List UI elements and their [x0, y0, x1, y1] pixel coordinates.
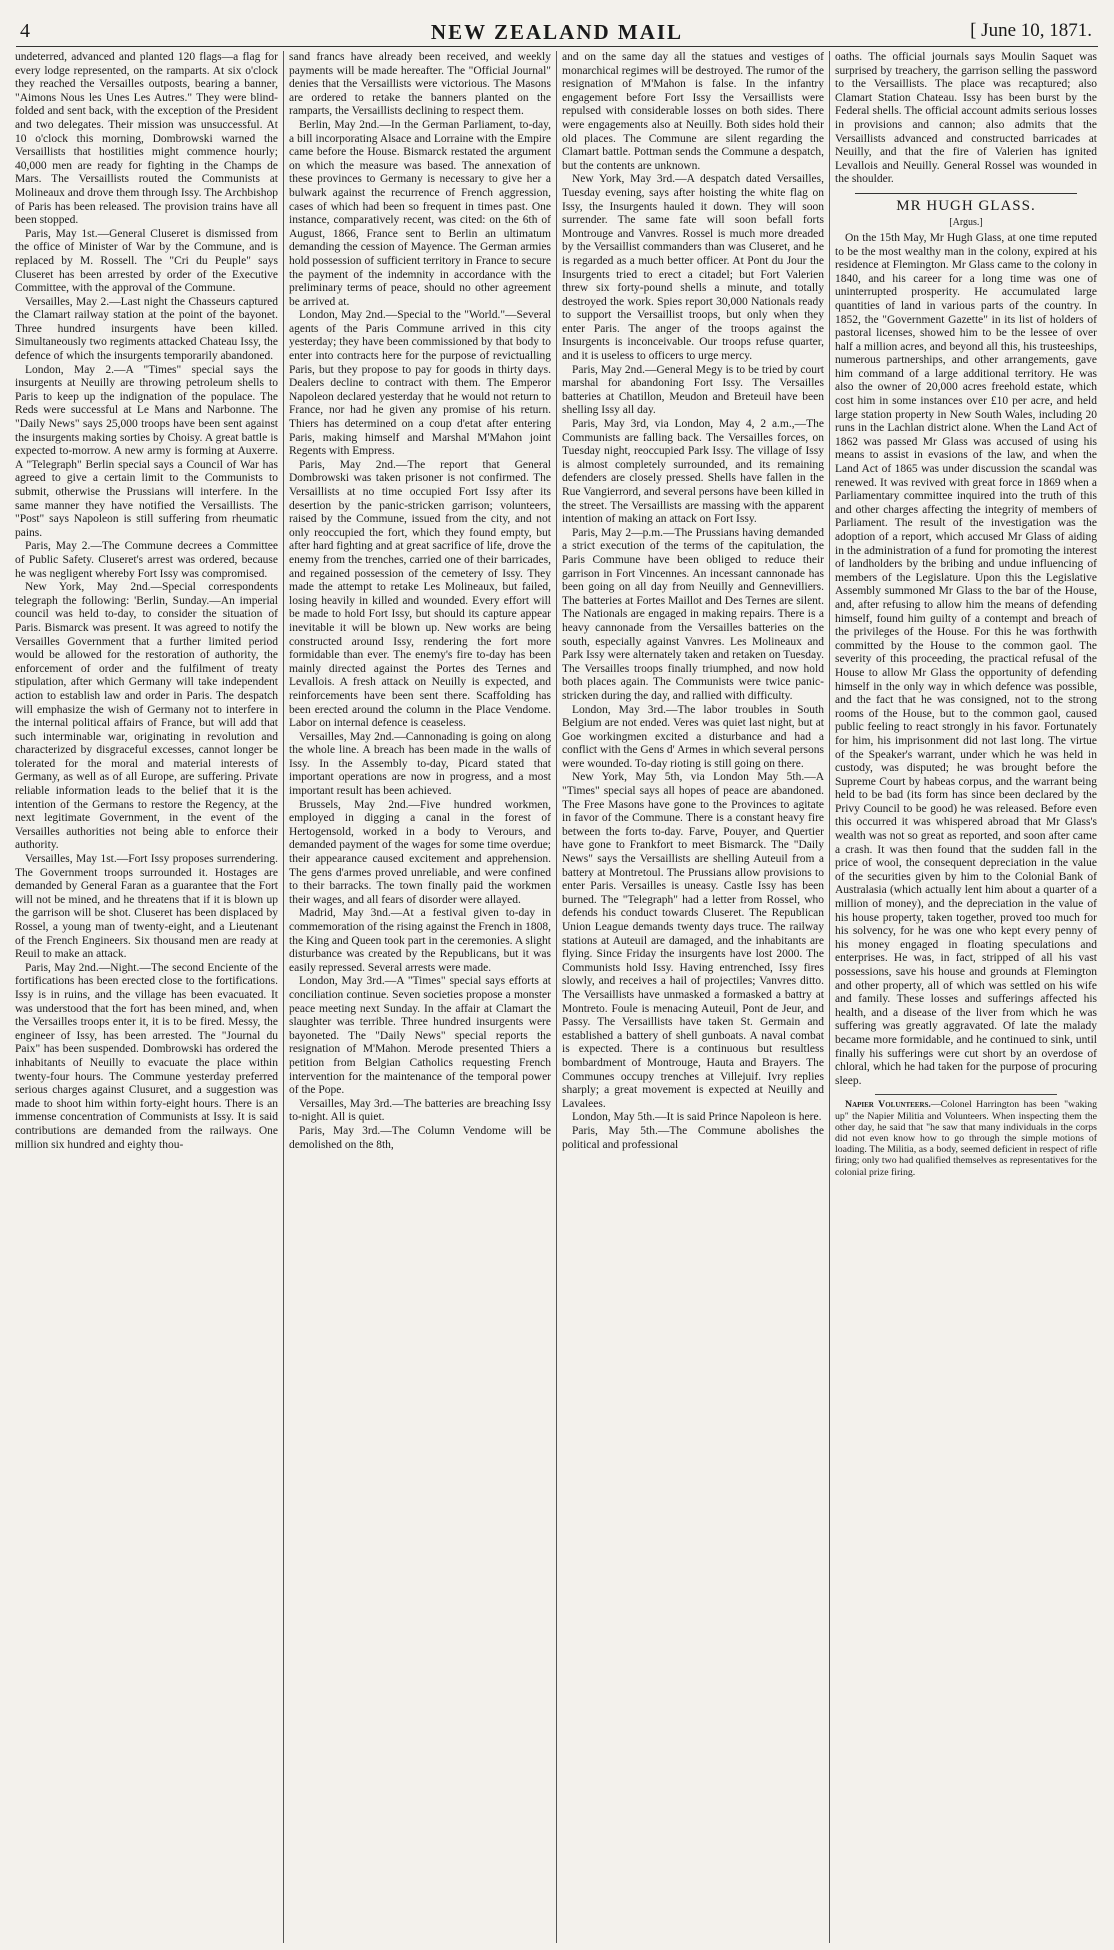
issue-date: [ June 10, 1871.	[970, 20, 1092, 41]
paragraph: Versailles, May 1st.—Fort Issy proposes surrendering. The Government troops surrounded it. Hostages are demanded by General Faran as a guarantee that the Fort will not be mined, and he threatens that if it is blown up the garrison will be shot. Cluseret has been displaced by Rossel, a young man of twenty-eight, and a Lieutenant of the French Engineers. Six thousand men are ready at Reuil to make an attack.	[15, 853, 278, 961]
paragraph: London, May 5th.—It is said Prince Napoleon is here.	[572, 1111, 822, 1124]
paragraph: Versailles, May 2.—Last night the Chasseurs captured the Clamart railway station at the point of the bayonet. Three hundred insurgents have been killed. Simultaneously two regiments attacked Chateau Issy, the defence of which the insurgents temporarily abandoned.	[15, 295, 278, 363]
paragraph: Paris, May 2nd.—The report that General Dombrowski was taken prisoner is not confirmed. The Versaillists at no time occupied Fort Issy after its desertion by the panic-stricken garrison; volunteers, raised by the Commune, issued from the city, and not only reoccupied the fort, which they found empty, but after hard fighting and at great sacrifice of life, drove the enemy from the trenches, carried one of their barricades, and regained possession of the cemetery of Issy. They made the attempt to retake Les Molineaux, but failed, losing heavily in killed and wounded. Every effort will be made to hold Fort Issy, but should its capture appear inevitable it will be blown up. New works are being constructed around Issy, rendering the fort more formidable than ever. The enemy's fire to-day has been mainly directed against the Portes des Ternes and Levallois. A fresh attack on Neuilly is expected, and reinforcements have been sent there. Scaffolding has been erected around the column in the Place Vendome. Labor on internal defence is ceaseless.	[289, 458, 551, 730]
paragraph: New York, May 3rd.—A despatch dated Versailles, Tuesday evening, says after hoisting the white flag on Issy, the Insurgents hauled it down. They will soon surrender. The same fate will soon befall forts Montrouge and Vanvres. Rossel is much more dreaded by the Versaillist commanders than was Cluseret, and he is regarded as a much better officer. At Pont du Jour the Insurgents tried to erect a citadel; but Fort Valerien threw six forty-pound shells a minute, and totally destroyed the work. Spies report 30,000 Nationals ready to support the Versaillist troops, but only when they enter Paris. The anger of the troops against the Insurgents is inconceivable. Our troops refuse quarter, and it is useless to officers to urge mercy.	[562, 173, 824, 363]
paragraph: Paris, May 2.—The Commune decrees a Committee of Public Safety. Cluseret's arrest was ordered, because he was negligent whereby Fort Issy was compromised.	[15, 540, 278, 580]
paragraph: Paris, May 2nd.—General Megy is to be tried by court marshal for abandoning Fort Issy. The Versailles batteries at Chatillon, Meudon and Breteuil have been shelling Issy all day.	[562, 363, 824, 417]
paragraph: Versailles, May 2nd.—Cannonading is going on along the whole line. A breach has been made in the walls of Issy. In the Assembly to-day, Picard stated that important operations are now in progress, and a most important result has been achieved.	[289, 730, 551, 798]
newspaper-title: NEW ZEALAND MAIL	[430, 20, 684, 44]
paragraph: London, May 3rd.—The labor troubles in South Belgium are not ended. Veres was quiet last night, but at Goe workingmen excited a disturbance and had a conflict with the Gens d' Armes in which several persons were wounded. To-day rioting is still going on there.	[562, 703, 824, 770]
paragraph: London, May 3rd.—A "Times" special says efforts at conciliation continue. Seven societies propose a monster peace meeting next Sunday. In the affair at Clamart the slaughter was terrible. Three hundred insurgents were bayoneted. The "Daily News" special reports the resignation of M'Mahon. Merode presented Thiers a petition from Belgian Catholics requesting French intervention for the maintenance of the temporal power of the Pope.	[289, 975, 551, 1097]
paragraph: Paris, May 2—p.m.—The Prussians having demanded a strict execution of the terms of the capitulation, the Paris Commune have been obliged to reduce their garrison in Fort Vincennes. An incessant cannonade has been going on all day from Neuilly and Gennevilliers. The batteries at Fortes Maillot and Des Ternes are silent. The Nationals are engaged in making repairs. There is a heavy cannonade from the Versailles batteries on the south, especially against Vanvres. Les Molineaux and Park Issy were alternately taken and retaken on Tuesday. The Versailles troops finally triumphed, and now hold both places again. The Communists were twice panic-stricken during the day, and rallied with difficulty.	[562, 526, 824, 702]
page-number: 4	[20, 20, 30, 42]
paragraph: sand francs have already been received, and weekly payments will be made hereafter. The "Official Journal" denies that the Versaillists were victorious. The Masons are ordered to retake the banners planted on the ramparts, the Versaillists declining to respect them.	[289, 51, 551, 118]
paragraph: Paris, May 3rd.—The Column Vendome will be demolished on the 8th,	[289, 1124, 551, 1151]
paragraph: and on the same day all the statues and vestiges of monarchical regimes will be destroyed. The rumor of the resignation of M'Mahon is false. In the infantry engagement before Fort Issy the Versaillists were repulsed with considerable losses on both sides. There were engagements also at Neuilly. Both sides hold their old places. The Commune are silent regarding the Clamart battle. Pottman sends the Commune a despatch, but the contents are unknown.	[562, 51, 824, 172]
note-text: —Colonel Harrington has been "waking up" the Napier Militia and Volunteers. When inspecting them the other day, he said that "he saw that many individuals in the corps did not even know how to go through the simple motions of loading. The Militia, as a body, seemed deficient in respect of rifle firing; only two had qualified themselves as representatives for the colonial prize firing.	[835, 1099, 1097, 1178]
paragraph: oaths. The official journals says Moulin Saquet was surprised by treachery, the garrison selling the password to the Versaillists. The place was recaptured; also Clamart Station Chateau. Issy has been burst by the Federal shells. The official account admits serious losses in provisions and cannon; also admits that the Versaillists advanced and constructed barricades at Neuilly, and that the fire of Valerien has ignited Levallois and Neuilly. General Rossel was wounded in the shoulder.	[835, 51, 1097, 186]
column-1	[10, 51, 283, 1943]
paragraph: London, May 2nd.—Special to the "World."—Several agents of the Paris Commune arrived in this city yesterday; they have been commissioned by that body to enter into contracts here for the purpose of revictualling Paris, but they propose to pay for goods in thirty days. Dealers decline to contract with them. The Emperor Napoleon declared yesterday that he would not return to France, nor had he given any promise of his return. Thiers has determined on a coup d'etat after entering Paris, making himself and Marshal M'Mahon joint Regents with Empress.	[289, 309, 551, 458]
paragraph: Brussels, May 2nd.—Five hundred workmen, employed in digging a canal in the forest of Hertogensold, worked in a body to Verours, and demanded payment of the wages for some time overdue; their appearance caused excitement and apprehension. The gens d'armes proved unreliable, and were confined to their barracks. The town finally paid the workmen their wages, and all fears of disorder were allayed.	[289, 798, 551, 906]
masthead	[16, 18, 1098, 47]
divider	[855, 193, 1077, 194]
article-source: [Argus.]	[949, 216, 983, 228]
paragraph: Berlin, May 2nd.—In the German Parliament, to-day, a bill incorporating Alsace and Lorraine with the Empire came before the House. Bismarck restated the argument on which the measure was based. The annexation of these provinces to Germany is necessary to give her a bulwark against the recurrence of French aggression, cases of which had been so frequent in times past. One instance, comparatively recent, was cited: on the 6th of August, 1866, France sent to Berlin an ultimatum demanding the cession of Mayence. The German armies hold possession of sufficient territory in France to secure the payment of the indemnity in accordance with the preliminary terms of peace, should no other agreement be arrived at.	[289, 118, 551, 308]
paragraph: New York, May 5th, via London May 5th.—A "Times" special says all hopes of peace are abandoned. The Free Masons have gone to the Provinces to agitate in favor of the Commune. There is a constant heavy fire between the forts to-day. Farve, Pouyer, and Quertier have gone to Frankfort to meet Bismarck. The "Daily News" says the Versaillists are shelling Auteuil from a battery at Montretoul. The Prussians allow provisions to enter Paris. Versailles is uneasy. Castle Issy has been burned. The "Telegraph" had a letter from Rossel, who defends his conduct towards Cluseret. The Republican Union League demands twenty days truce. The railway stations at Auteuil are damaged, and the inhabitants are flying. Since Friday the insurgents have lost 2000. The Communists hold Issy. Having entrenched, Issy fires slowly, and receives a hail of projectiles; Vanvres ditto. The Versaillists have unmasked a formasked a battry at Montreto. Foule is menacing Auteuil, Pont de Jeur, and Passy. The Versaillists have taken St. Germain and established a battery of shell gunboats. A naval combat is expected. There is a continuous but resultless bombardment of Montrouge, Hauta and Brayers. The Communes occupy trenches at Villejuif. Ivry replies sharply; a great movement is expected at Neuilly and Lavalees.	[562, 771, 824, 1110]
column-4	[829, 51, 1102, 1943]
article-headline: MR HUGH GLASS.	[896, 197, 1036, 214]
paragraph: On the 15th May, Mr Hugh Glass, at one time reputed to be the most wealthy man in the colony, expired at his residence at Flemington. Mr Glass came to the colony in 1840, and his career for a long time was one of uninterrupted prosperity. He accumulated large quantities of land in various parts of the country. In 1852, the "Government Gazette" in its list of holders of pastoral licenses, showed him to be the lessee of over half a million acres, and beyond all this, his trusteeships, numerous partnerships, and other arrangements, gave him command of a large additional territory. He was also the owner of 20,000 acres freehold estate, which cost him in some instances over £10 per acre, and held large station property in New South Wales, including 20 runs in the Lachlan district alone. When the Land Act of 1862 was passed Mr Glass was accused of using his means to assist in evasions of the law, and when the Land Act of 1865 was under discussion the scandal was renewed. It was revived with great force in 1869 when a Parliamentary committee inquired into the truth of this and other charges affecting the integrity of members of Parliament. The result of the investigation was the adoption of a report, which accused Mr Glass of aiding in the administration of a fund for promoting the interest of landholders by the bribing and undue influencing of members of the Legislature. Upon this the Legislative Assembly summoned Mr Glass to the bar of the House, and, after refusing to allow him the means of defending himself, found him guilty of a contempt and breach of the privileges of the House. For this he was forthwith committed by the House to the common gaol. The severity of this proceeding, the practical refusal of the House to allow Mr Glass the opportunity of defending himself in the only way in which defence was possible, and the fact that he was consigned, not to the strong rooms of the House, but to the common gaol, caused public feeling to react strongly in his favor. Fortunately for him, his imprisonment did not last long. The virtue of the Speaker's warrant, under which he was held in custody, was disputed; he was brought before the Supreme Court by habeas corpus, and the warrant being held to be bad (its form has since been declared by the Privy Council to be good) he was released. Before even this occurred it was whispered abroad that Mr Glass's wealth was not so great as reported, and soon after came a crash. It was then found that the sudden fall in the price of wool, the consequent depreciation in the value of the securities given by him to the Colonial Bank of Australasia (which actually lent him about a quarter of a million of money), and the depreciation in the value of his house property, taken together, proved too much for his solvency, for he was one who kept every penny of his money engaged in floating speculations and enterprises. He was, in fact, stripped of all his vast possessions, save his house and grounds at Flemington and other property, all of which was settled on his wife and family. These losses and sufferings affected his health, and a disease of the liver from which he was suffering was greatly aggravated. Of late the malady became more formidable, and he continued to sink, until finally his sufferings were cut short by an overdose of chloral, which he had taken for the purpose of procuring sleep.	[835, 231, 1097, 1087]
divider	[875, 1094, 1057, 1095]
paragraph: Paris, May 1st.—General Cluseret is dismissed from the office of Minister of War by the Commune, and is replaced by M. Rossell. The "Cri du Peuple" says Cluseret has been arrested by order of the Executive Committee, with the approval of the Commune.	[15, 227, 278, 295]
paragraph: Madrid, May 3nd.—At a festival given to-day in commemoration of the rising against the French in 1808, the King and Queen took part in the ceremonies. A slight disturbance was created by the Republicans, but it was easily repressed. Several arrests were made.	[289, 907, 551, 974]
paragraph: Paris, May 3rd, via London, May 4, 2 a.m.,—The Communists are falling back. The Versailles forces, on Tuesday night, reoccupied Park Issy. The village of Issy is almost completely surrounded, and its remaining defenders are closely pressed. Shells have fallen in the Rue Vangierrord, and several persons have been killed in the street. The Versaillists are massing with the apparent intention of making an attack on Fort Issy.	[562, 418, 824, 526]
paragraph: New York, May 2nd.—Special correspondents telegraph the following: 'Berlin, Sunday.—An imperial council was held to-day, to consider the situation of Paris. Bismarck was present. It was agreed to notify the Versailles Government that a further limited period would be allowed for the restoration of authority, the enforcement of order and the fulfilment of treaty stipulation, after which Germany will take independent action to establish law and order in Paris. The despatch will emphasize the wish of Germany not to interfere in the internal political affairs of France, but will add that such interminable war, originating in revolution and characterized by disgraceful excesses, cannot longer be tolerated for the moral and material interests of Germany, as well as of all Europe, are suffering. Private reliable information leads to the belief that it is the intention of the Germans to restore the Regency, at the next legitimate Government, in the event of the Versailles authorities not being able to enforce their authority.	[15, 581, 278, 852]
note-title: Napier Volunteers.	[845, 1099, 931, 1111]
column-3	[556, 51, 829, 1943]
columns	[10, 51, 1104, 1943]
paragraph: London, May 2.—A "Times" special says the insurgents at Neuilly are throwing petroleum shells to Paris to keep up the indignation of the populace. The Reds were successful at Le Mans and Narbonne. The "Daily News" says 25,000 troops have been sent against the insurgents making sorties by Choisy. A great battle is expected to-morrow. A new army is forming at Auxerre. A "Telegraph" Berlin special says a Council of War has agreed to give a certain limit to the Communists to submit, otherwise the Prussians will interfere. In the same manner they have notified the Versaillists. The "Post" says Napoleon is still suffering from rheumatic pains.	[15, 363, 278, 539]
column-2	[283, 51, 556, 1943]
paragraph: undeterred, advanced and planted 120 flags—a flag for every lodge represented, on the ramparts. At six o'clock they reached the Versailles outposts, bearing a banner, "Aimons Nous les Unes Les Autres." They were blind-folded and sent back, with the exception of the President and two delegates. Their mission was unsuccessful. At 10 o'clock this morning, Dombrowski warned the Versaillists that hostilities might commence hourly; 40,000 men are ready for fighting in the Champs de Mars. The Versaillists routed the Communists at Molineaux and drove them through Issy. The Archbishop of Paris has been released. The provision trains have all been stopped.	[15, 51, 278, 227]
paragraph: Versailles, May 3rd.—The batteries are breaching Issy to-night. All is quiet.	[289, 1097, 551, 1124]
news-note	[835, 1099, 1097, 1177]
paragraph: Paris, May 5th.—The Commune abolishes the political and professional	[562, 1124, 824, 1151]
paragraph: Paris, May 2nd.—Night.—The second Enciente of the fortifications has been erected close to the fortifications. Issy is in ruins, and the village has been evacuated. It was understood that the fort has been mined, and, when the Versailles troops enter it, it is to be fired. Messy, the engineer of Issy, has been arrested. The "Journal du Paix" has been suspended. Dombrowski has ordered the inhabitants of Neuilly to evacuate the place within twenty-four hours. The Commune yesterday preferred serious charges against Clusuret, and a suggestion was made to shoot him within forty-eight hours. There is an immense concentration of Communists at Issy. It is said contributions are demanded from the railways. One million six hundred and eighty thou-	[15, 961, 278, 1151]
